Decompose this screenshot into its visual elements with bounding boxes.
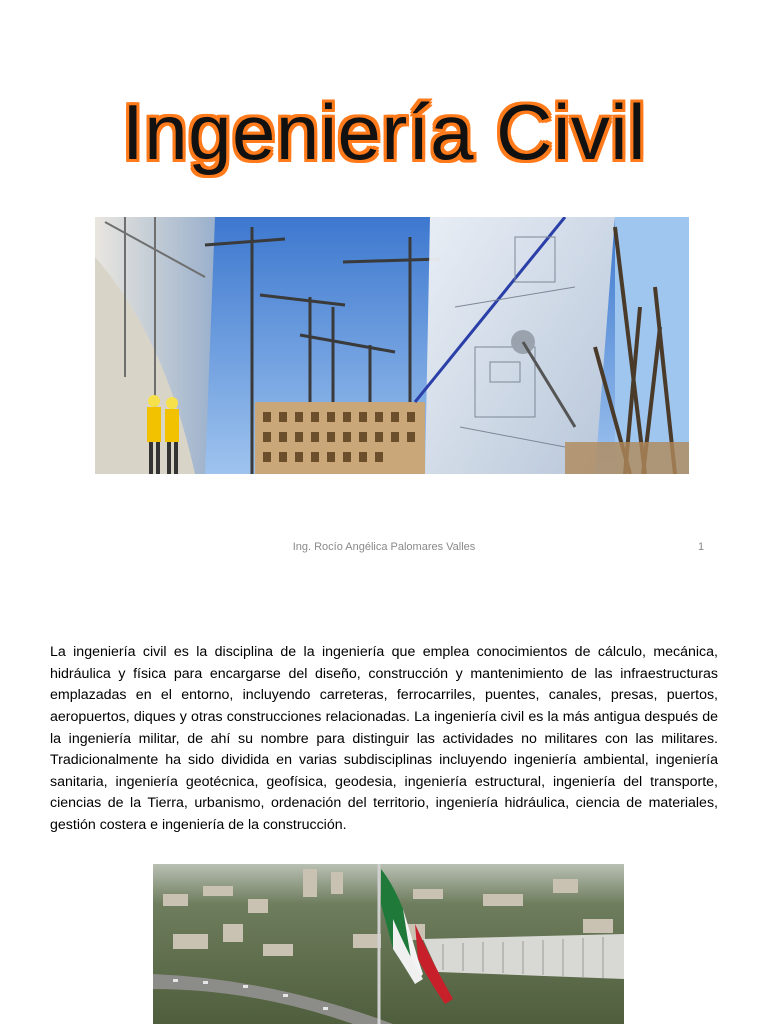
page-title: Ingeniería Civil — [122, 88, 646, 176]
footer-page-number: 1 — [698, 541, 705, 553]
footer-author: Ing. Rocío Angélica Palomares Valles — [292, 541, 476, 553]
city-aerial-photo — [153, 864, 624, 1024]
body-paragraph: La ingeniería civil es la disciplina de la ingeniería que emplea conocimientos de cálculo, mecánica, hidráulica y física para encargarse del diseño, construcción y mantenimiento de las infraestructuras emplazadas en el entorno, incluyendo carreteras, ferrocarriles, puentes, canales, presas, puertos, aeropuertos, diques y otras construcciones relacionadas. La ingeniería civil es la más antigua después de la ingeniería militar, de ahí su nombre para distinguir las actividades no militares con las militares. Tradicionalmente ha sido dividida en varias subdisciplinas incluyendo ingeniería ambiental, ingeniería sanitaria, ingeniería geotécnica, geofísica, geodesia, ingeniería estructural, ingeniería del transporte, ciencias de la Tierra, urbanismo, ordenación del territorio, ingeniería hidráulica, ciencia de materiales, gestión costera e ingeniería de la construcción. — [50, 644, 718, 833]
hero-construction-collage — [95, 217, 689, 474]
